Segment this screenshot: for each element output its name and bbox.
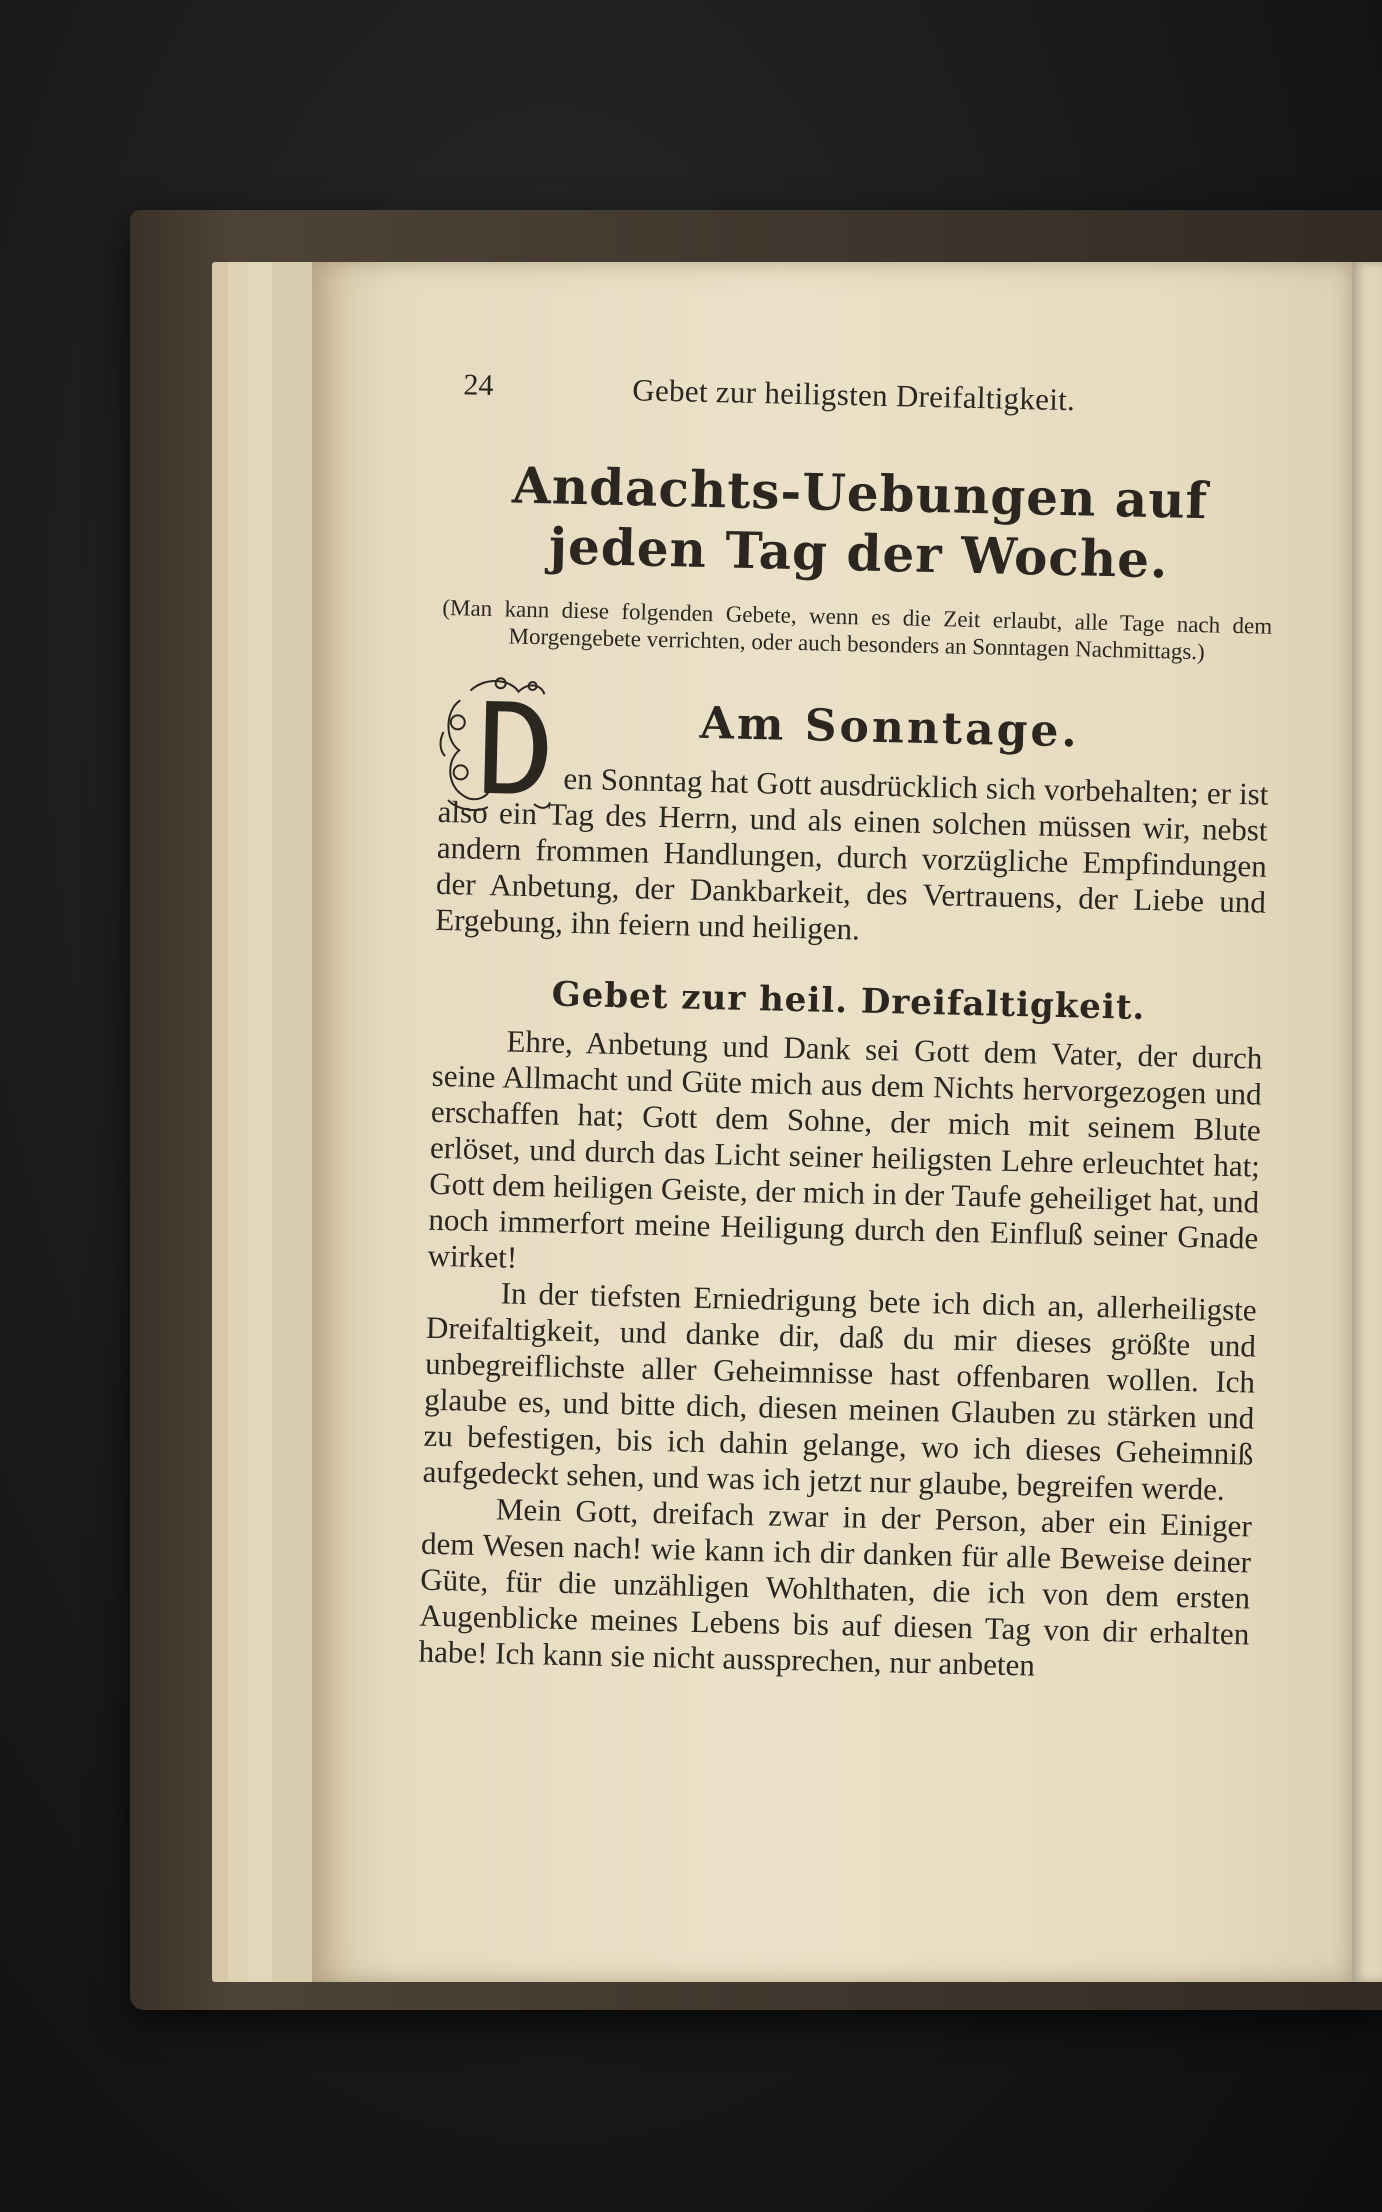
prayer-paragraph: In der tiefsten Erniedrigung bete ich dich an, allerheiligste Dreifaltigkeit, und danke dir, daß du mir dieses größte und unbegreiflichste aller Geheimnisse hast offenbaren wollen. Ich glaube es, und bitte dich, diesen meinen Glauben zu stärken und zu befestigen, bis ich dahin gelange, wo ich dieses Geheimniß aufgedeckt sehen, und was ich jetzt nur glaube, begreifen werde.	[422, 1275, 1258, 1507]
intro-paragraph: en Sonntag hat Gott ausdrücklich sich vorbehalten; er ist also ein Tag des Herrn, und als einen solchen müssen wir, nebst andern frommen Handlungen, durch vorzügliche Empfindungen der Anbetung, der Dankbarkeit, des Vertrauens, der Liebe und Ergebung, ihn feiern und heiligen.	[434, 760, 1269, 947]
page-number: 24	[463, 368, 494, 403]
prayer-paragraph: Mein Gott, dreifach zwar in der Person, aber ein Einiger dem Wesen nach! wie kann ich dir danken für alle Beweise deiner Güte, für die unzähligen Wohlthaten, die ich von dem ersten Augenblicke meines Lebens bis auf diesen Tag von dir erhalten habe! Ich kann sie nicht aussprechen, nur anbeten	[418, 1491, 1253, 1683]
day-title: Am Sonntage.	[699, 697, 1081, 758]
main-title: Andachts-Uebungen auf jeden Tag der Woche.	[511, 455, 1209, 590]
title-note: (Man kann diese folgenden Gebete, wenn es die Zeit erlaubt, alle Tage nach dem Morgengebete verrichten, oder auch besonders an Sonntagen Nachmittags.)	[442, 594, 1273, 665]
running-title: Gebet zur heiligsten Dreifaltigkeit.	[631, 372, 1076, 418]
next-page-edge	[1352, 262, 1382, 1982]
prayer-paragraph: Ehre, Anbetung und Dank sei Gott dem Vater, der durch seine Allmacht und Güte mich aus dem Nichts hervorgezogen und erschaffen hat; Gott dem Sohne, der mich mit seinem Blute erlöset, und durch das Licht seiner heiligsten Lehre erleuchtet hat; Gott dem heiligen Geiste, der mich in der Taufe geheiliget hat, und noch immerfort meine Heiligung durch den Einfluß seiner Gnade wirket!	[427, 1023, 1263, 1275]
page-print-area	[418, 360, 1278, 1688]
ornamental-drop-cap-icon	[438, 670, 559, 823]
prayer-title: Gebet zur heil. Dreifaltigkeit.	[551, 974, 1146, 1028]
